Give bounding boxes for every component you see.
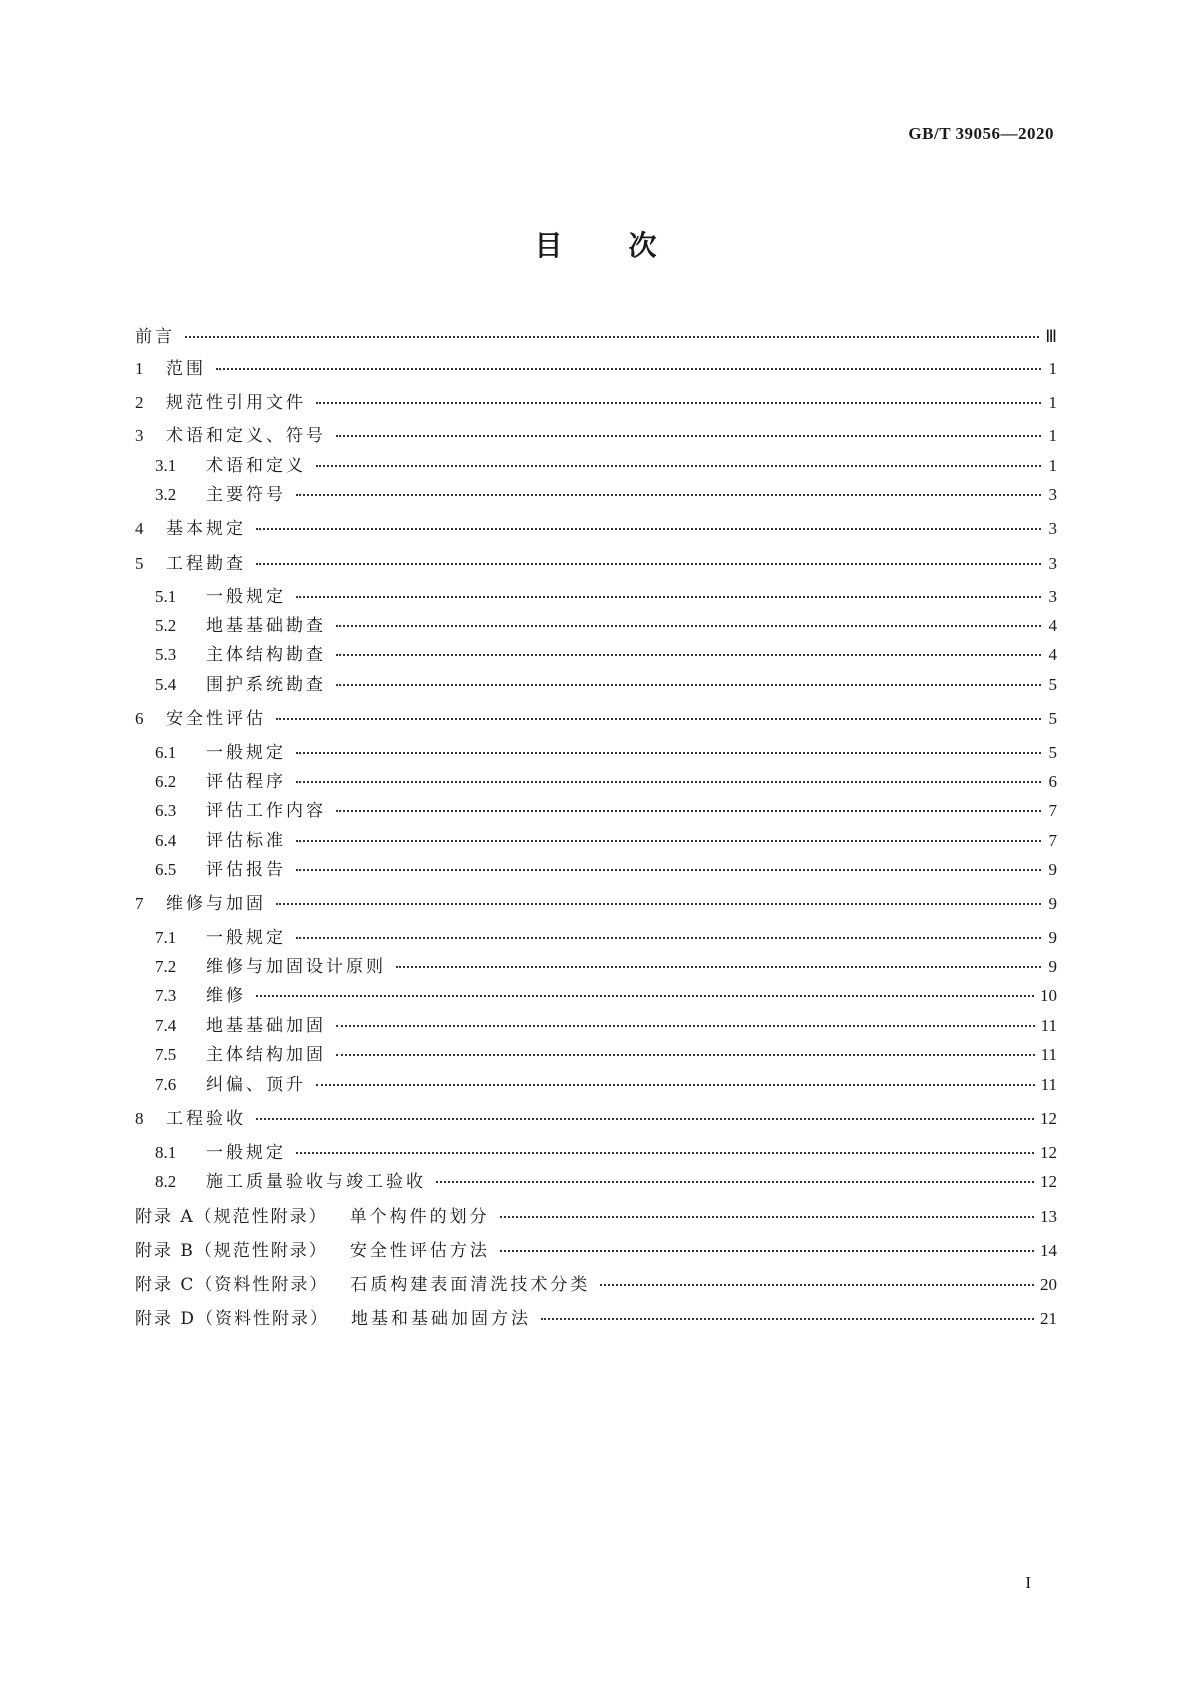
toc-entry-title: 评估标准 (206, 831, 286, 851)
toc-entry-title: 主体结构勘查 (206, 645, 326, 665)
toc-entry[interactable] (155, 769, 1057, 795)
toc-entry[interactable] (135, 1204, 1057, 1230)
toc-entry[interactable] (155, 1013, 1057, 1039)
toc-entry-page: 1 (1048, 359, 1057, 378)
toc-leader-dots (336, 624, 1041, 627)
toc-entry-number: 7.6 (155, 1075, 177, 1094)
toc-entry-page: 12 (1040, 1172, 1057, 1191)
toc-leader-dots (316, 401, 1041, 404)
toc-leader-dots (336, 1024, 1035, 1027)
toc-entry[interactable] (155, 740, 1057, 766)
toc-entry-page: 5 (1048, 709, 1057, 728)
toc-entry-title: 一般规定 (206, 1143, 286, 1163)
toc-entry-title: 安全性评估方法 (349, 1241, 490, 1261)
toc-entry[interactable] (155, 983, 1057, 1009)
toc-entry-page: 12 (1040, 1143, 1057, 1162)
toc-entry-title: 维修与加固设计原则 (206, 957, 386, 977)
toc-entry-title: 前言 (135, 327, 175, 347)
toc-entry-appendix-label: 附录 C（资料性附录） (135, 1275, 329, 1295)
toc-entry-number: 3.1 (155, 456, 177, 475)
toc-entry-page: 3 (1048, 519, 1057, 538)
toc-leader-dots (276, 717, 1041, 720)
toc-leader-dots (396, 965, 1041, 968)
toc-entry[interactable] (135, 1306, 1057, 1332)
toc-entry-title: 工程验收 (166, 1109, 246, 1129)
toc-entry[interactable] (155, 857, 1057, 883)
toc-entry-appendix-label: 附录 D（资料性附录） (135, 1309, 330, 1329)
toc-entry-number: 5.1 (155, 587, 177, 606)
toc-entry-title: 术语和定义、符号 (166, 426, 326, 446)
page-number: I (1025, 1573, 1031, 1592)
toc-leader-dots (316, 1083, 1035, 1086)
toc-entry-page: 6 (1048, 772, 1057, 791)
standard-code: GB/T 39056—2020 (908, 124, 1054, 143)
toc-entry-page: 5 (1048, 675, 1057, 694)
toc-entry-number: 5.3 (155, 645, 177, 664)
toc-entry-page: 11 (1040, 1045, 1057, 1064)
toc-entry[interactable] (135, 423, 1057, 449)
toc-entry-page: 21 (1040, 1309, 1057, 1328)
toc-entry-page: 3 (1048, 485, 1057, 504)
toc-leader-dots (256, 562, 1041, 565)
toc-leader-dots (185, 335, 1039, 338)
toc-entry-number: 7.1 (155, 928, 177, 947)
toc-leader-dots (336, 434, 1041, 437)
toc-entry-page: 4 (1048, 645, 1057, 664)
toc-leader-dots (316, 464, 1041, 467)
toc-leader-dots (600, 1283, 1034, 1286)
toc-entry-title: 单个构件的划分 (349, 1207, 490, 1227)
toc-entry-title: 地基基础勘查 (206, 616, 326, 636)
toc-entry-title: 术语和定义 (206, 456, 306, 476)
toc-leader-dots (296, 751, 1041, 754)
toc-entry-appendix-label: 附录 B（规范性附录） (135, 1241, 328, 1261)
toc-entry-number: 5.2 (155, 616, 177, 635)
toc-entry-number: 7.5 (155, 1045, 177, 1064)
toc-entry-title: 维修与加固 (166, 894, 266, 914)
toc-entry-number: 3.2 (155, 485, 177, 504)
toc-entry-title: 一般规定 (206, 928, 286, 948)
toc-entry[interactable] (155, 828, 1057, 854)
toc-entry[interactable] (135, 1238, 1057, 1264)
toc-entry-page: 11 (1040, 1075, 1057, 1094)
toc-entry-number: 8.2 (155, 1172, 177, 1191)
toc-entry-title: 围护系统勘查 (206, 675, 326, 695)
toc-entry-title: 一般规定 (206, 743, 286, 763)
toc-leader-dots (336, 683, 1041, 686)
toc-leader-dots (216, 367, 1041, 370)
toc-entry-number: 5 (135, 554, 144, 573)
toc-entry-number: 6.3 (155, 801, 177, 820)
toc-entry-number: 5.4 (155, 675, 177, 694)
title-char-2: 次 (628, 229, 657, 262)
toc-entry-page: 3 (1048, 554, 1057, 573)
toc-entry-title: 安全性评估 (166, 709, 266, 729)
toc-entry[interactable] (155, 954, 1057, 980)
toc-entry-title: 维修 (206, 986, 246, 1006)
toc-entry[interactable] (135, 1106, 1057, 1132)
toc-entry-number: 6.4 (155, 831, 177, 850)
toc-entry-number: 7.2 (155, 957, 177, 976)
toc-entry[interactable] (155, 642, 1057, 668)
toc-entry-title: 范围 (166, 359, 206, 379)
toc-leader-dots (541, 1317, 1034, 1320)
toc-leader-dots (296, 936, 1041, 939)
toc-entry-number: 8.1 (155, 1143, 177, 1162)
toc-leader-dots (256, 527, 1041, 530)
toc-leader-dots (500, 1249, 1034, 1252)
toc-entry[interactable] (135, 706, 1057, 732)
toc-entry[interactable] (155, 672, 1057, 698)
toc-leader-dots (256, 1117, 1034, 1120)
toc-entry[interactable] (155, 925, 1057, 951)
toc-entry-title: 基本规定 (166, 519, 246, 539)
toc-entry-page: 9 (1048, 957, 1057, 976)
toc-entry-page: 12 (1040, 1109, 1057, 1128)
toc-leader-dots (296, 780, 1041, 783)
toc-leader-dots (500, 1215, 1034, 1218)
toc-leader-dots (276, 902, 1041, 905)
toc-entry-title: 评估工作内容 (206, 801, 326, 821)
toc-entry-number: 8 (135, 1109, 144, 1128)
toc-entry-page: 3 (1048, 587, 1057, 606)
toc-entry-title: 规范性引用文件 (166, 393, 306, 413)
toc-entry[interactable] (135, 516, 1057, 542)
toc-entry[interactable] (155, 1042, 1057, 1068)
toc-entry[interactable] (135, 324, 1057, 350)
toc-entry-title: 石质构建表面清洗技术分类 (350, 1275, 591, 1295)
toc-entry[interactable] (155, 453, 1057, 479)
toc-entry[interactable] (155, 1072, 1057, 1098)
toc-entry-title: 地基基础加固 (206, 1016, 326, 1036)
toc-entry-page: 1 (1048, 456, 1057, 475)
toc-entry-number: 6 (135, 709, 144, 728)
toc-entry-page: 9 (1048, 928, 1057, 947)
toc-leader-dots (296, 1151, 1034, 1154)
toc-entry-appendix-label: 附录 A（规范性附录） (135, 1207, 328, 1227)
toc-entry-page: 4 (1048, 616, 1057, 635)
toc-entry[interactable] (135, 390, 1057, 416)
toc-entry-title: 主要符号 (206, 485, 286, 505)
toc-entry[interactable] (155, 613, 1057, 639)
toc-leader-dots (436, 1180, 1034, 1183)
toc-entry-number: 7.4 (155, 1016, 177, 1035)
toc-entry-number: 2 (135, 393, 144, 412)
toc-entry[interactable] (155, 798, 1057, 824)
toc-leader-dots (256, 994, 1034, 997)
toc-entry-number: 7.3 (155, 986, 177, 1005)
toc-entry[interactable] (135, 356, 1057, 382)
title-char-1: 目 (534, 229, 563, 262)
toc-entry-page: Ⅲ (1045, 327, 1057, 346)
toc-entry-number: 6.1 (155, 743, 177, 762)
toc-entry[interactable] (155, 584, 1057, 610)
toc-entry-title: 评估报告 (206, 860, 286, 880)
toc-entry[interactable] (155, 482, 1057, 508)
toc-entry-page: 13 (1040, 1207, 1057, 1226)
toc-entry-title: 施工质量验收与竣工验收 (206, 1172, 426, 1192)
toc-leader-dots (296, 595, 1041, 598)
toc-entry-number: 3 (135, 426, 144, 445)
toc-entry-page: 10 (1040, 986, 1057, 1005)
toc-leader-dots (296, 839, 1041, 842)
toc-entry[interactable] (135, 1272, 1057, 1298)
toc-entry-page: 9 (1048, 894, 1057, 913)
toc-entry[interactable] (135, 551, 1057, 577)
toc-entry-number: 1 (135, 359, 144, 378)
toc-entry-page: 9 (1048, 860, 1057, 879)
toc-entry-page: 7 (1048, 801, 1057, 820)
toc-leader-dots (296, 868, 1041, 871)
toc-entry-page: 1 (1048, 426, 1057, 445)
toc-entry-title: 工程勘查 (166, 554, 246, 574)
toc-entry[interactable] (155, 1140, 1057, 1166)
toc-leader-dots (336, 653, 1041, 656)
toc-entry-page: 14 (1040, 1241, 1057, 1260)
toc-entry-number: 6.2 (155, 772, 177, 791)
toc-entry-page: 20 (1040, 1275, 1057, 1294)
toc-entry-title: 评估程序 (206, 772, 286, 792)
toc-entry-page: 7 (1048, 831, 1057, 850)
toc-entry-number: 7 (135, 894, 144, 913)
toc-leader-dots (296, 493, 1041, 496)
page-title (0, 224, 1191, 264)
toc-entry-page: 1 (1048, 393, 1057, 412)
toc-entry[interactable] (135, 891, 1057, 917)
toc-leader-dots (336, 809, 1041, 812)
toc-entry-number: 4 (135, 519, 144, 538)
toc-entry-title: 地基和基础加固方法 (351, 1309, 532, 1329)
toc-entry-title: 纠偏、顶升 (206, 1075, 306, 1095)
toc-entry-page: 11 (1040, 1016, 1057, 1035)
toc-entry-title: 一般规定 (206, 587, 286, 607)
toc-leader-dots (336, 1053, 1035, 1056)
toc-entry-page: 5 (1048, 743, 1057, 762)
toc-entry[interactable] (155, 1169, 1057, 1195)
toc-entry-title: 主体结构加固 (206, 1045, 326, 1065)
toc-entry-number: 6.5 (155, 860, 177, 879)
